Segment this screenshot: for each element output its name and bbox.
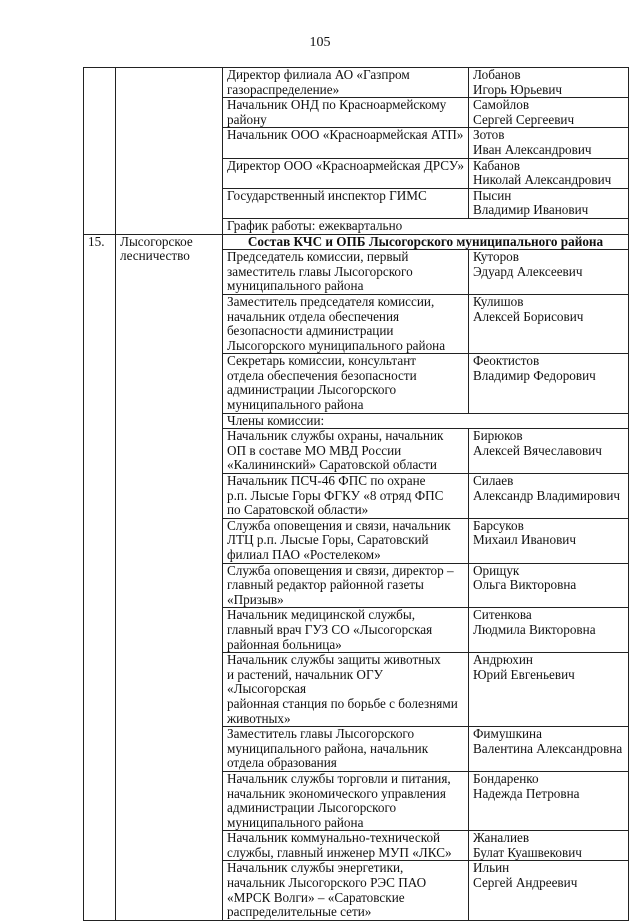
position-cell: Начальник службы защиты животных и растений, начальник ОГУ «Лысогорская районная станция по борьбе с болезнями животных» xyxy=(223,653,469,727)
table-row xyxy=(84,68,629,98)
name-cell: Бондаренко Надежда Петровна xyxy=(469,771,629,830)
page-number: 105 xyxy=(309,35,331,50)
commission-table xyxy=(83,67,629,921)
name-cell: Кабанов Николай Александрович xyxy=(469,158,629,188)
name-cell: Ситенкова Людмила Викторовна xyxy=(469,608,629,653)
members-label: Члены комиссии: xyxy=(223,413,629,429)
position-cell: Начальник медицинской службы, главный врач ГУЗ СО «Лысогорская районная больница» xyxy=(223,608,469,653)
position-cell: Заместитель главы Лысогорского муниципального района, начальник отдела образования xyxy=(223,727,469,772)
name-cell: Бирюков Алексей Вячеславович xyxy=(469,429,629,474)
name-cell: Фимушкина Валентина Александровна xyxy=(469,727,629,772)
position-cell: Директор филиала АО «Газпром газораспределение» xyxy=(223,68,469,98)
name-cell: Пысин Владимир Иванович xyxy=(469,188,629,218)
name-cell: Самойлов Сергей Сергеевич xyxy=(469,98,629,128)
name-cell: Жаналиев Булат Куашвекович xyxy=(469,831,629,861)
name-cell: Орищук Ольга Викторовна xyxy=(469,563,629,608)
position-cell: Начальник службы торговли и питания, начальник экономического управления администрации Лысогорского муниципального района xyxy=(223,771,469,830)
entry-organization: Лысогорское лесничество xyxy=(116,234,223,920)
name-cell: Феоктистов Владимир Федорович xyxy=(469,354,629,413)
position-cell: Начальник ПСЧ-46 ФПС по охране р.п. Лысые Горы ФГКУ «8 отряд ФПС по Саратовской области» xyxy=(223,474,469,519)
position-cell: Начальник службы энергетики, начальник Лысогорского РЭС ПАО «МРСК Волги» – «Саратовские распределительные сети» xyxy=(223,861,469,920)
name-cell: Куторов Эдуард Алексеевич xyxy=(469,250,629,295)
position-cell: Директор ООО «Красноармейская ДРСУ» xyxy=(223,158,469,188)
name-cell: Лобанов Игорь Юрьевич xyxy=(469,68,629,98)
position-cell: Председатель комиссии, первый заместитель главы Лысогорского муниципального района xyxy=(223,250,469,295)
schedule-cell: График работы: ежеквартально xyxy=(223,218,629,234)
name-cell: Ильин Сергей Андреевич xyxy=(469,861,629,920)
name-cell: Барсуков Михаил Иванович xyxy=(469,518,629,563)
name-cell: Силаев Александр Владимирович xyxy=(469,474,629,519)
position-cell: Начальник ООО «Красноармейская АТП» xyxy=(223,128,469,158)
position-cell: Государственный инспектор ГИМС xyxy=(223,188,469,218)
entry-number: 15. xyxy=(84,234,116,920)
position-cell: Секретарь комиссии, консультант отдела обеспечения безопасности администрации Лысогорского муниципального района xyxy=(223,354,469,413)
position-cell: Начальник ОНД по Красноармейскому району xyxy=(223,98,469,128)
position-cell: Начальник службы охраны, начальник ОП в составе МО МВД России «Калининский» Саратовской области xyxy=(223,429,469,474)
organization-cell-empty xyxy=(116,68,223,235)
position-cell: Начальник коммунально-технической службы, главный инженер МУП «ЛКС» xyxy=(223,831,469,861)
commission-header: Состав КЧС и ОПБ Лысогорского муниципального района xyxy=(223,234,629,250)
table-row xyxy=(84,234,629,250)
name-cell: Андрюхин Юрий Евгеньевич xyxy=(469,653,629,727)
name-cell: Кулишов Алексей Борисович xyxy=(469,294,629,353)
name-cell: Зотов Иван Александрович xyxy=(469,128,629,158)
position-cell: Служба оповещения и связи, директор – главный редактор районной газеты «Призыв» xyxy=(223,563,469,608)
number-cell-empty xyxy=(84,68,116,235)
position-cell: Заместитель председателя комиссии, начальник отдела обеспечения безопасности администрации Лысогорского муниципального района xyxy=(223,294,469,353)
position-cell: Служба оповещения и связи, начальник ЛТЦ р.п. Лысые Горы, Саратовский филиал ПАО «Ростелеком» xyxy=(223,518,469,563)
